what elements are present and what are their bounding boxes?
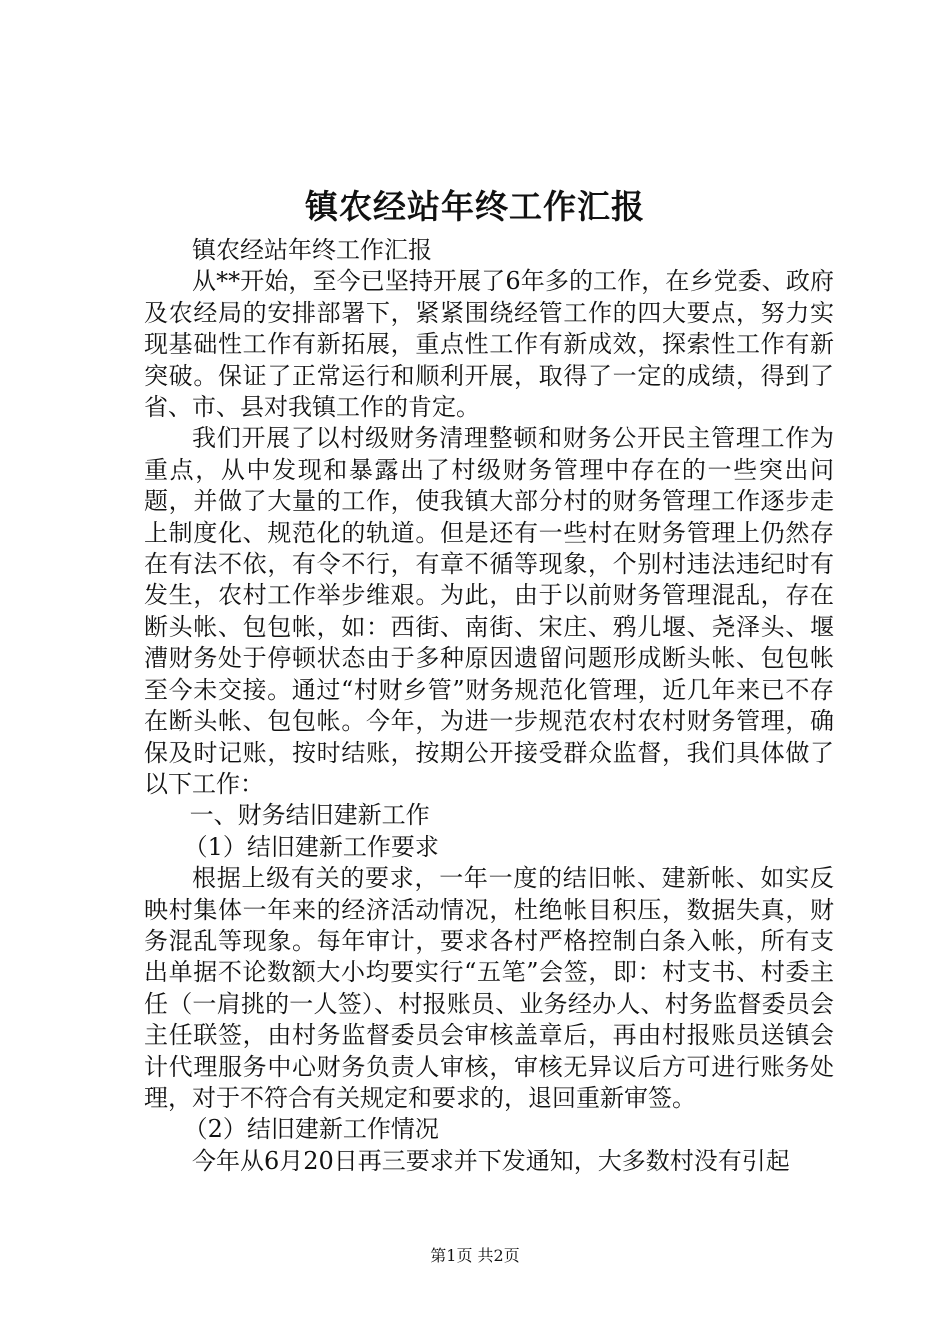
page-number-footer: 第1页 共2页 [430,1246,520,1265]
paragraph-intro: 从**开始，至今已坚持开展了6年多的工作，在乡党委、政府及农经局的安排部署下，紧紧围绕经管工作的四大要点，努力实现基础性工作有新拓展，重点性工作有新成效，探索性工作有新突破。保证了正常运行和顺利开展，取得了一定的成绩，得到了省、市、县对我镇工作的肯定。 [144,267,834,422]
subsection-heading-2: （2）结旧建新工作情况 [183,1115,439,1144]
paragraph-subtitle: 镇农经站年终工作汇报 [192,236,432,264]
paragraph-finance-overview: 我们开展了以村级财务清理整顿和财务公开民主管理工作为重点，从中发现和暴露出了村级财务管理中存在的一些突出问题，并做了大量的工作，使我镇大部分村的财务管理工作逐步走上制度化、规范化的轨道。但是还有一些村在财务管理上仍然存在有法不依，有令不行，有章不循等现象，个别村违法违纪时有发生，农村工作举步维艰。为此，由于以前财务管理混乱，存在断头帐、包包帐，如：西街、南街、宋庄、鸦儿堰、尧泽头、堰漕财务处于停顿状态由于多种原因遗留问题形成断头帐、包包帐至今未交接。通过“村财乡管”财务规范化管理，近几年来已不存在断头帐、包包帐。今年，为进一步规范农村农村财务管理，确保及时记账，按时结账，按期公开接受群众监督，我们具体做了以下工作： [144,424,834,798]
section-heading-1: 一、财务结旧建新工作 [189,801,430,830]
paragraph-situation: 今年从6月20日再三要求并下发通知，大多数村没有引起 [192,1146,790,1175]
subsection-heading-1: （1）结旧建新工作要求 [183,832,439,861]
document-body [144,235,834,1177]
paragraph-requirements: 根据上级有关的要求，一年一度的结旧帐、建新帐、如实反映村集体一年来的经济活动情况，杜绝帐目积压，数据失真，财务混乱等现象。每年审计，要求各村严格控制白条入帐，所有支出单据不论数额大小均要实行“五笔”会签，即：村支书、村委主任（一肩挑的一人签）、村报账员、业务经办人、村务监督委员会主任联签，由村务监督委员会审核盖章后，再由村报账员送镇会计代理服务中心财务负责人审核，审核无异议后方可进行账务处理，对于不符合有关规定和要求的，退回重新审签。 [144,864,834,1112]
document-title: 镇农经站年终工作汇报 [305,187,645,226]
